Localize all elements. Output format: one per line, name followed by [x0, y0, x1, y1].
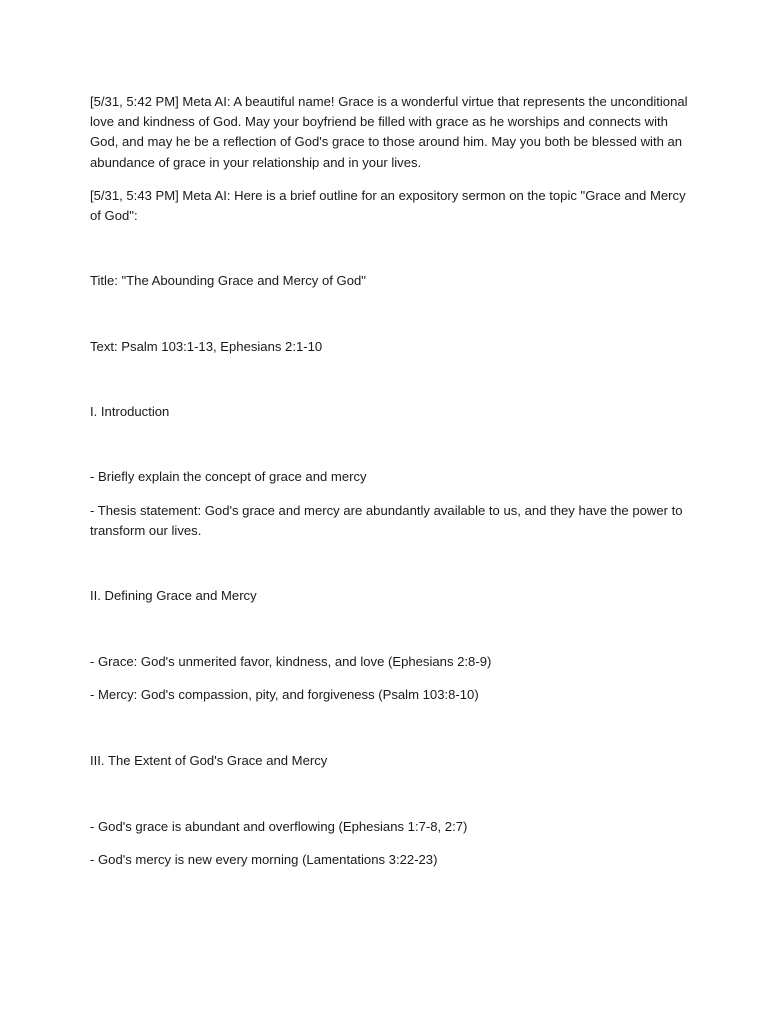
bullet-thesis: - Thesis statement: God's grace and mercy are abundantly available to us, and they have the power to transform our lives. — [90, 503, 683, 539]
bullet-grace-abundant: - God's grace is abundant and overflowing (Ephesians 1:7-8, 2:7) — [90, 819, 468, 834]
section-heading-extent: III. The Extent of God's Grace and Mercy — [90, 753, 328, 768]
message-paragraph-outline-intro: [5/31, 5:43 PM] Meta AI: Here is a brief outline for an expository sermon on the topic "Grace and Mercy of God": — [90, 188, 686, 224]
sermon-title: Title: "The Abounding Grace and Mercy of God" — [90, 273, 366, 288]
bullet-mercy-new: - God's mercy is new every morning (Lamentations 3:22-23) — [90, 852, 438, 867]
bullet-grace-definition: - Grace: God's unmerited favor, kindness, and love (Ephesians 2:8-9) — [90, 654, 492, 669]
section-heading-introduction: I. Introduction — [90, 404, 170, 419]
bullet-mercy-definition: - Mercy: God's compassion, pity, and forgiveness (Psalm 103:8-10) — [90, 687, 479, 702]
sermon-text-reference: Text: Psalm 103:1-13, Ephesians 2:1-10 — [90, 339, 323, 354]
bullet-concept: - Briefly explain the concept of grace and mercy — [90, 469, 367, 484]
message-paragraph-grace-name: [5/31, 5:42 PM] Meta AI: A beautiful name! Grace is a wonderful virtue that represents the unconditional love and kindness of God. May your boyfriend be filled with grace as he worships and connects with God, and may he be a reflection of God's grace to those around him. May you both be blessed with an abundance of grace in your relationship and in your lives. — [90, 94, 688, 170]
section-heading-defining: II. Defining Grace and Mercy — [90, 588, 257, 603]
